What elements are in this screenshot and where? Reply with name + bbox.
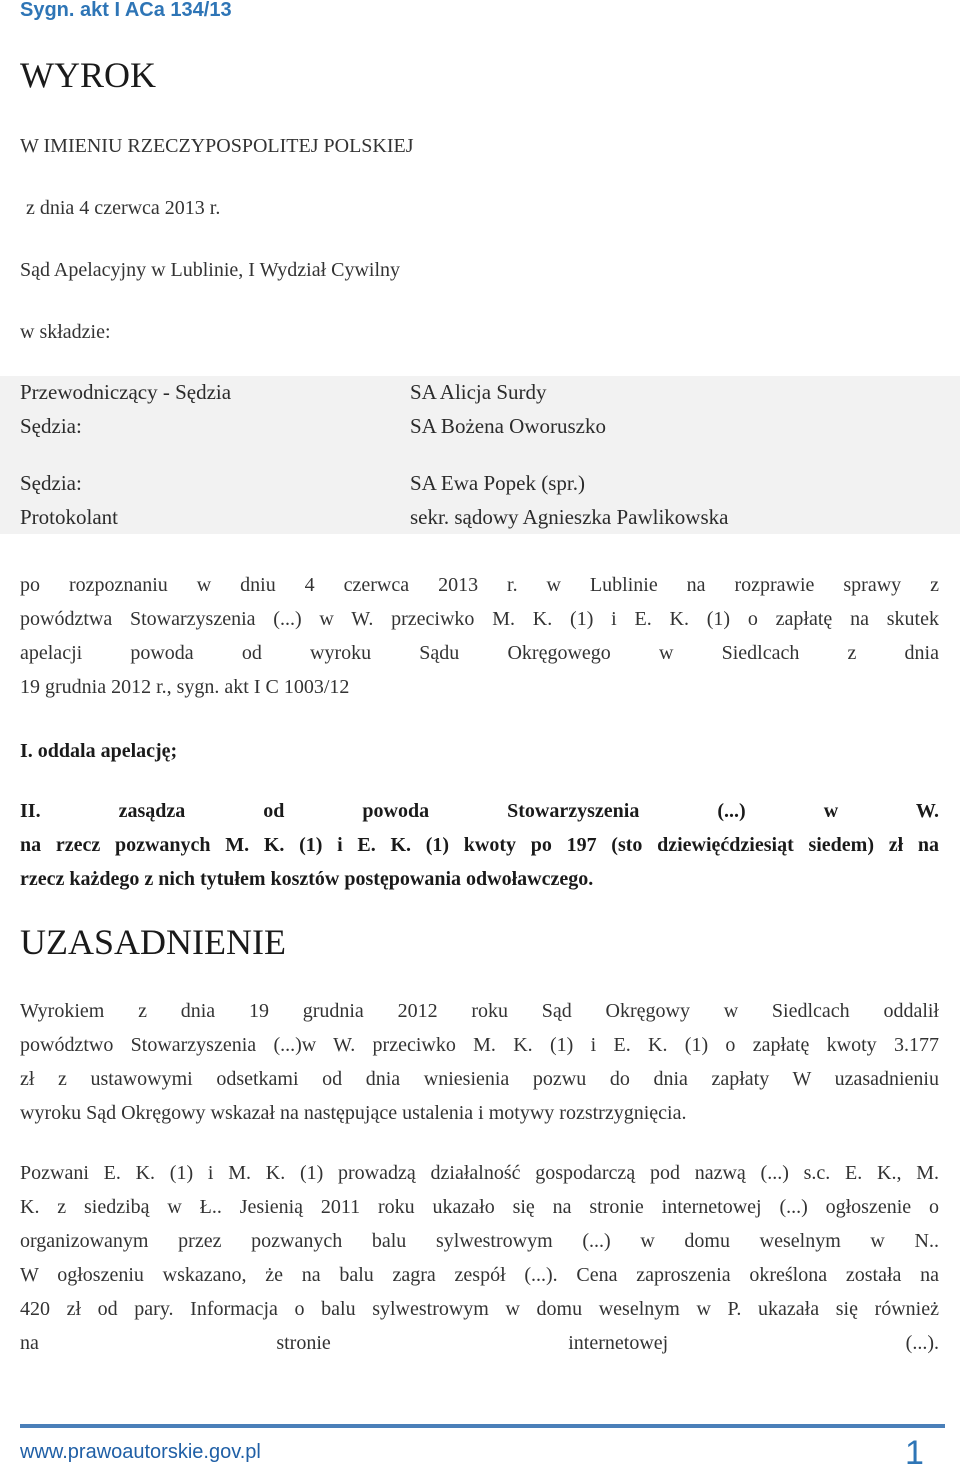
intro-line: apelacji powoda od wyroku Sądu Okręgowego w Siedlcach z dnia bbox=[20, 642, 939, 664]
composition-panel bbox=[0, 376, 960, 534]
decision-point-2-line: rzecz każdego z nich tytułem kosztów postępowania odwoławczego. bbox=[20, 868, 594, 890]
decision-point-1: I. oddala apelację; bbox=[20, 740, 178, 762]
reasons-line: powództwo Stowarzyszenia (...)w W. przeciwko M. K. (1) i E. K. (1) o zapłatę kwoty 3.177 bbox=[20, 1034, 939, 1056]
name-judge-2: SA Ewa Popek (spr.) bbox=[410, 471, 585, 495]
role-judge-2: Sędzia: bbox=[20, 471, 82, 495]
facts-line-last: na stronie internetowej (...). bbox=[20, 1332, 939, 1354]
intro-line: powództwa Stowarzyszenia (...) w W. przeciwko M. K. (1) i E. K. (1) o zapłatę na skutek bbox=[20, 608, 939, 630]
reasons-line: wyroku Sąd Okręgowy wskazał na następujące ustalenia i motywy rozstrzygnięcia. bbox=[20, 1102, 687, 1124]
footer-rule bbox=[20, 1424, 945, 1428]
decision-point-2-line: na rzecz pozwanych M. K. (1) i E. K. (1) kwoty po 197 (sto dziewięćdziesiąt siedem) zł na bbox=[20, 834, 939, 856]
facts-line: Pozwani E. K. (1) i M. K. (1) prowadzą działalność gospodarczą pod nazwą (...) s.c. E. K., M. bbox=[20, 1162, 939, 1184]
judgment-date: z dnia 4 czerwca 2013 r. bbox=[26, 197, 221, 219]
case-number: Sygn. akt I ACa 134/13 bbox=[20, 0, 232, 21]
facts-line: K. z siedzibą w Ł.. Jesienią 2011 roku ukazało się na stronie internetowej (...) ogłoszenie o bbox=[20, 1196, 939, 1218]
role-judge-1: Sędzia: bbox=[20, 414, 82, 438]
court-name: Sąd Apelacyjny w Lublinie, I Wydział Cywilny bbox=[20, 259, 401, 281]
facts-line: W ogłoszeniu wskazano, że na balu zagra zespół (...). Cena zaproszenia określona została na bbox=[20, 1264, 939, 1286]
reasons-line: zł z ustawowymi odsetkami od dnia wniesienia pozwu do dnia zapłaty W uzasadnieniu bbox=[20, 1068, 939, 1090]
facts-line: 420 zł od pary. Informacja o balu sylwestrowym w domu weselnym w P. ukazała się również bbox=[20, 1298, 939, 1320]
reasons-line: Wyrokiem z dnia 19 grudnia 2012 roku Sąd Okręgowy w Siedlcach oddalił bbox=[20, 1000, 939, 1022]
name-judge-1: SA Bożena Oworuszko bbox=[410, 414, 606, 438]
intro-line: po rozpoznaniu w dniu 4 czerwca 2013 r. w Lublinie na rozprawie sprawy z bbox=[20, 574, 939, 596]
in-the-name-line: W IMIENIU RZECZYPOSPOLITEJ POLSKIEJ bbox=[20, 135, 414, 157]
role-clerk: Protokolant bbox=[20, 505, 118, 529]
decision-point-2-line: II. zasądza od powoda Stowarzyszenia (...) w W. bbox=[20, 800, 939, 822]
role-presiding: Przewodniczący - Sędzia bbox=[20, 380, 232, 404]
reasons-heading: UZASADNIENIE bbox=[20, 922, 286, 962]
name-clerk: sekr. sądowy Agnieszka Pawlikowska bbox=[410, 505, 729, 529]
composition-label: w składzie: bbox=[20, 321, 111, 343]
page-number: 1 bbox=[905, 1434, 924, 1472]
intro-line: 19 grudnia 2012 r., sygn. akt I C 1003/12 bbox=[20, 676, 350, 698]
facts-line: organizowanym przez pozwanych balu sylwestrowym (...) w domu weselnym w N.. bbox=[20, 1230, 939, 1252]
name-presiding: SA Alicja Surdy bbox=[410, 380, 547, 404]
footer-url[interactable]: www.prawoautorskie.gov.pl bbox=[20, 1441, 261, 1463]
document-title: WYROK bbox=[20, 55, 156, 95]
